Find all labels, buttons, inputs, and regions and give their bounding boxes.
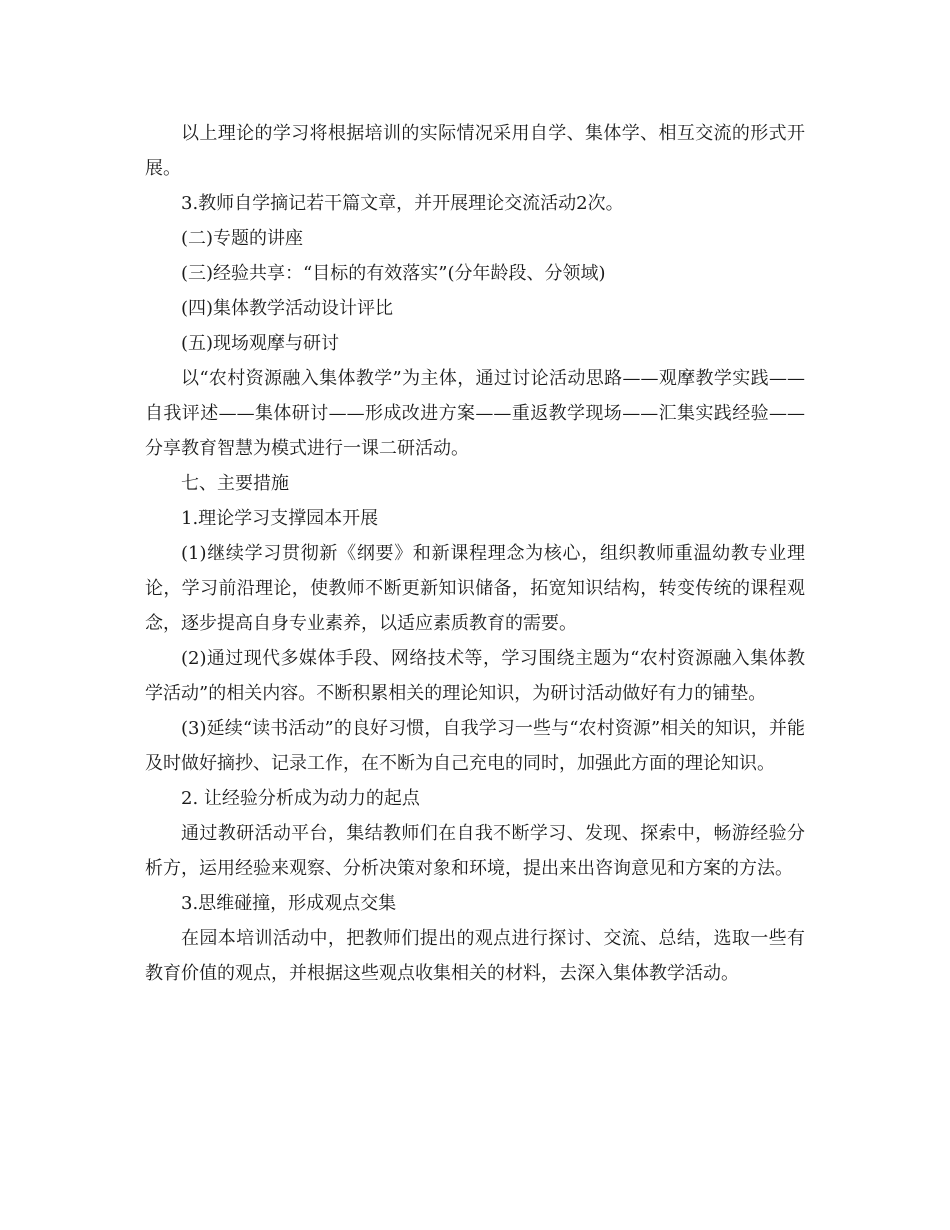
paragraph-research-platform: 通过教研活动平台，集结教师们在自我不断学习、发现、探索中，畅游经验分析方，运用经验来观察、分析决策对象和环境，提出来出咨询意见和方案的方法。 xyxy=(145,823,805,879)
paragraph-teacher-notes: 3.教师自学摘记若干篇文章，并开展理论交流活动2次。 xyxy=(181,193,624,214)
heading-special-lecture: (二)专题的讲座 xyxy=(181,228,304,249)
subheading-theory-learning: 1.理论学习支撑园本开展 xyxy=(181,508,379,529)
heading-design-contest: (四)集体教学活动设计评比 xyxy=(181,298,394,319)
document-body xyxy=(145,116,805,991)
paragraph-measure-1: (1)继续学习贯彻新《纲要》和新课程理念为核心，组织教师重温幼教专业理论，学习前沿理论，使教师不断更新知识储备，拓宽知识结构，转变传统的课程观念，逐步提高自身专业素养，以适应素质教育的需要。 xyxy=(145,543,805,634)
paragraph-intro-self-study: 以上理论的学习将根据培训的实际情况采用自学、集体学、相互交流的形式开展。 xyxy=(145,123,805,179)
paragraph-measure-3: (3)延续“读书活动”的良好习惯，自我学习一些与“农村资源”相关的知识，并能及时做好摘抄、记录工作，在不断为自己充电的同时，加强此方面的理论知识。 xyxy=(145,718,805,774)
paragraph-measure-2: (2)通过现代多媒体手段、网络技术等，学习围绕主题为“农村资源融入集体教学活动”的相关内容。不断积累相关的理论知识，为研讨活动做好有力的铺垫。 xyxy=(145,648,805,704)
subheading-thought-collision: 3.思维碰撞，形成观点交集 xyxy=(181,893,397,914)
heading-onsite-observation: (五)现场观摩与研讨 xyxy=(181,333,340,354)
section-heading-main-measures: 七、主要措施 xyxy=(181,473,289,494)
subheading-experience-analysis: 2. 让经验分析成为动力的起点 xyxy=(181,788,420,809)
heading-experience-sharing: (三)经验共享：“目标的有效落实”(分年龄段、分领域) xyxy=(181,263,606,284)
paragraph-research-model: 以“农村资源融入集体教学”为主体，通过讨论活动思路——观摩教学实践——自我评述——集体研讨——形成改进方案——重返教学现场——汇集实践经验——分享教育智慧为模式进行一课二研活动。 xyxy=(145,368,805,459)
paragraph-training-activity: 在园本培训活动中，把教师们提出的观点进行探讨、交流、总结，选取一些有教育价值的观点，并根据这些观点收集相关的材料，去深入集体教学活动。 xyxy=(145,928,805,984)
